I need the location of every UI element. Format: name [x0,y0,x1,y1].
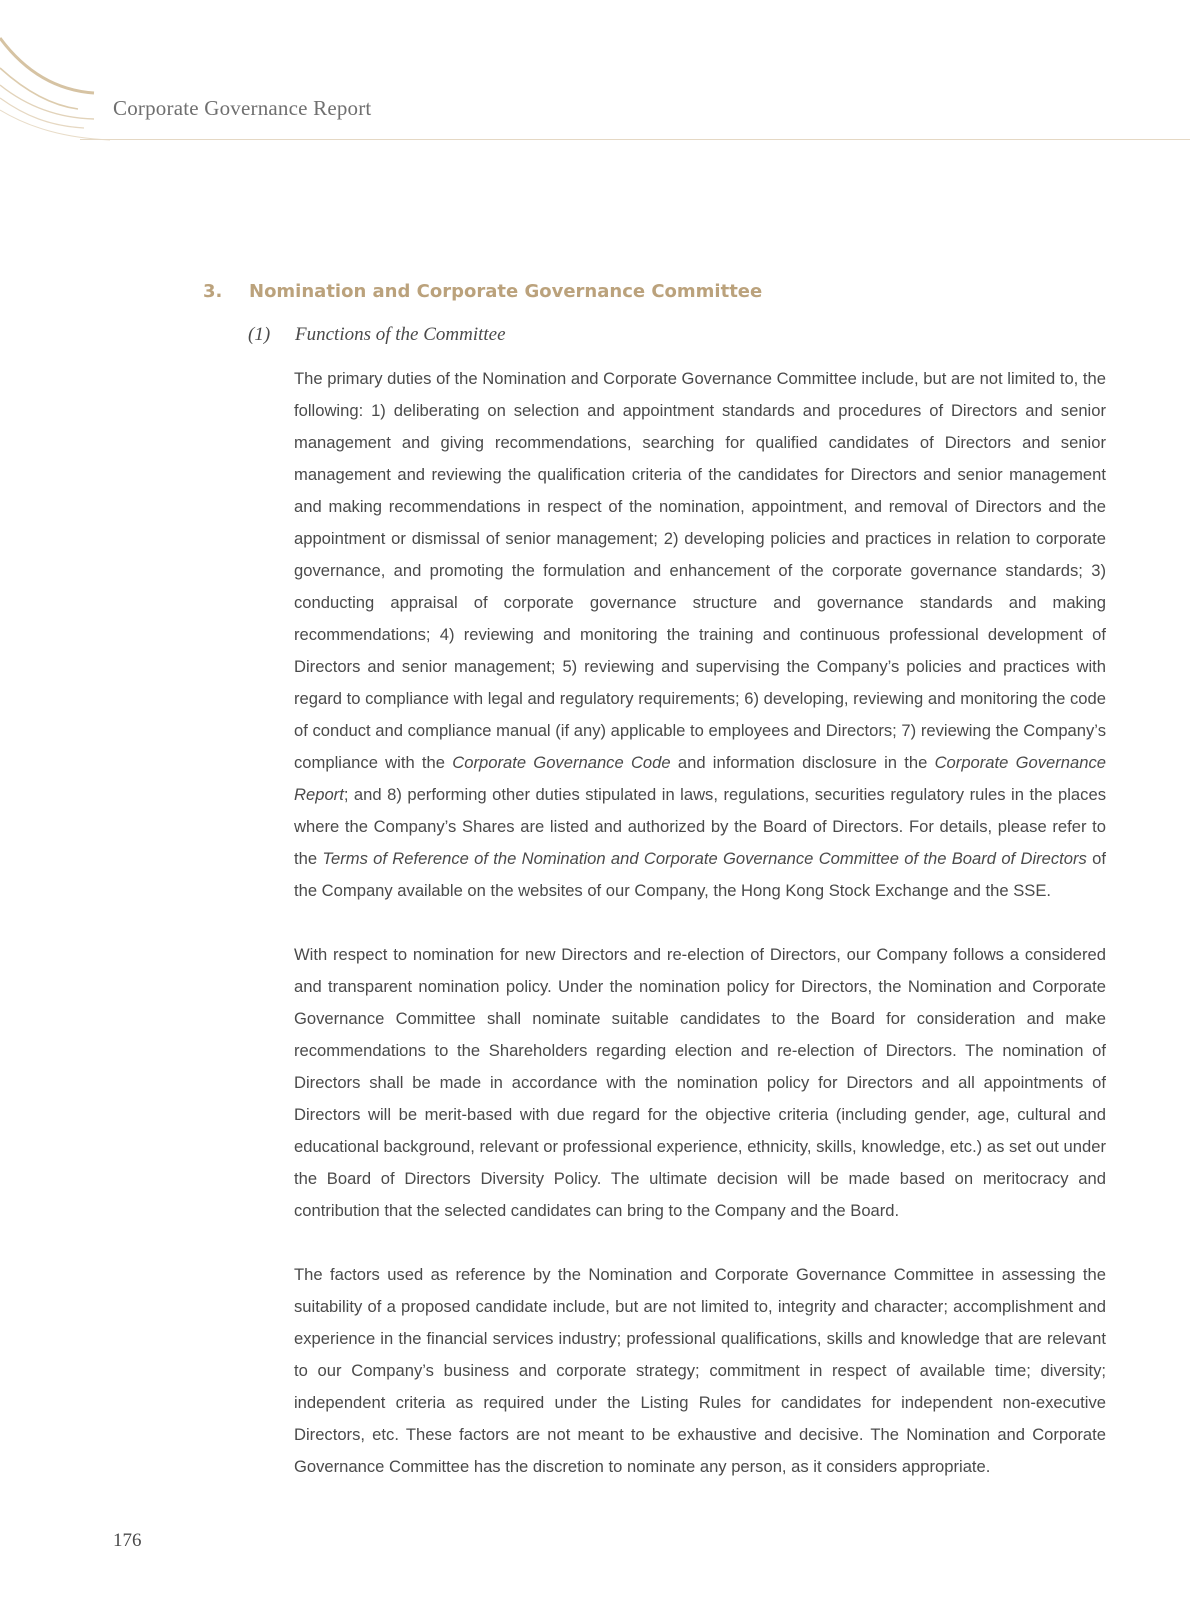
subsection-number: (1) [248,324,271,345]
subsection-heading [248,324,506,346]
text-segment: The factors used as reference by the Nomination and Corporate Governance Committee in assessing the suitability of a proposed candidate include, but are not limited to, integrity and character; accomplishment and experience in the financial services industry; professional qualifications, skills and knowledge that are relevant to our Company’s business and corporate strategy; commitment in respect of available time; diversity; independent criteria as required under the Listing Rules for candidates for independent non-executive Directors, etc. These factors are not meant to be exhaustive and decisive. The Nomination and Corporate Governance Committee has the discretion to nominate any person, as it considers appropriate. [294,1265,1106,1476]
text-segment: With respect to nomination for new Directors and re-election of Directors, our Company follows a considered and transparent nomination policy. Under the nomination policy for Directors, the Nomination and Corporate Governance Committee shall nominate suitable candidates to the Board for consideration and make recommendations to the Shareholders regarding election and re-election of Directors. The nomination of Directors shall be made in accordance with the nomination policy for Directors and all appointments of Directors will be merit-based with due regard for the objective criteria (including gender, age, cultural and educational background, relevant or professional experience, ethnicity, skills, knowledge, etc.) as set out under the Board of Directors Diversity Policy. The ultimate decision will be made based on meritocracy and contribution that the selected candidates can bring to the Company and the Board. [294,945,1106,1220]
section-number: 3. [203,281,223,302]
page-number: 176 [113,1530,142,1551]
body-text [294,363,1106,1483]
italic-reference-cg-report: Corporate Governance Report [294,753,1107,804]
header-divider [80,139,1190,140]
decorative-arcs-icon [0,30,120,145]
paragraph-nomination-policy [294,939,1106,1227]
text-segment: and information disclosure in the [670,753,935,772]
text-segment: ; and 8) performing other duties stipulated in laws, regulations, securities regulatory rules in the places where the Company’s Shares are listed and authorized by the Board of Directors. For details, please refer to the [294,785,1106,868]
subsection-title: Functions of the Committee [295,324,506,345]
italic-reference-cg-code: Corporate Governance Code [452,753,671,772]
section-heading [203,281,762,302]
paragraph-assessment-factors [294,1259,1106,1483]
text-segment: The primary duties of the Nomination and Corporate Governance Committee include, but are not limited to, the following: 1) deliberating on selection and appointment standards and procedures of Directors and senior management and giving recommendations, searching for qualified candidates of Directors and senior management and reviewing the qualification criteria of the candidates for Directors and senior management and making recommendations in respect of the nomination, appointment, and removal of Directors and the appointment or dismissal of senior management; 2) developing policies and practices in relation to corporate governance, and promoting the formulation and enhancement of the corporate governance standards; 3) conducting appraisal of corporate governance structure and governance standards and making recommendations; 4) reviewing and monitoring the training and continuous professional development of Directors and senior management; 5) reviewing and supervising the Company’s policies and practices with regard to compliance with legal and regulatory requirements; 6) developing, reviewing and monitoring the code of conduct and compliance manual (if any) applicable to employees and Directors; 7) reviewing the Company’s compliance with the [294,369,1106,772]
section-title: Nomination and Corporate Governance Committee [249,281,763,302]
text-segment: of the Company available on the websites of our Company, the Hong Kong Stock Exchange and the SSE. [294,849,1106,900]
running-header-title: Corporate Governance Report [113,96,372,120]
paragraph-functions [294,363,1106,907]
italic-reference-terms-of-reference: Terms of Reference of the Nomination and Corporate Governance Committee of the Board of Directors [322,849,1087,868]
